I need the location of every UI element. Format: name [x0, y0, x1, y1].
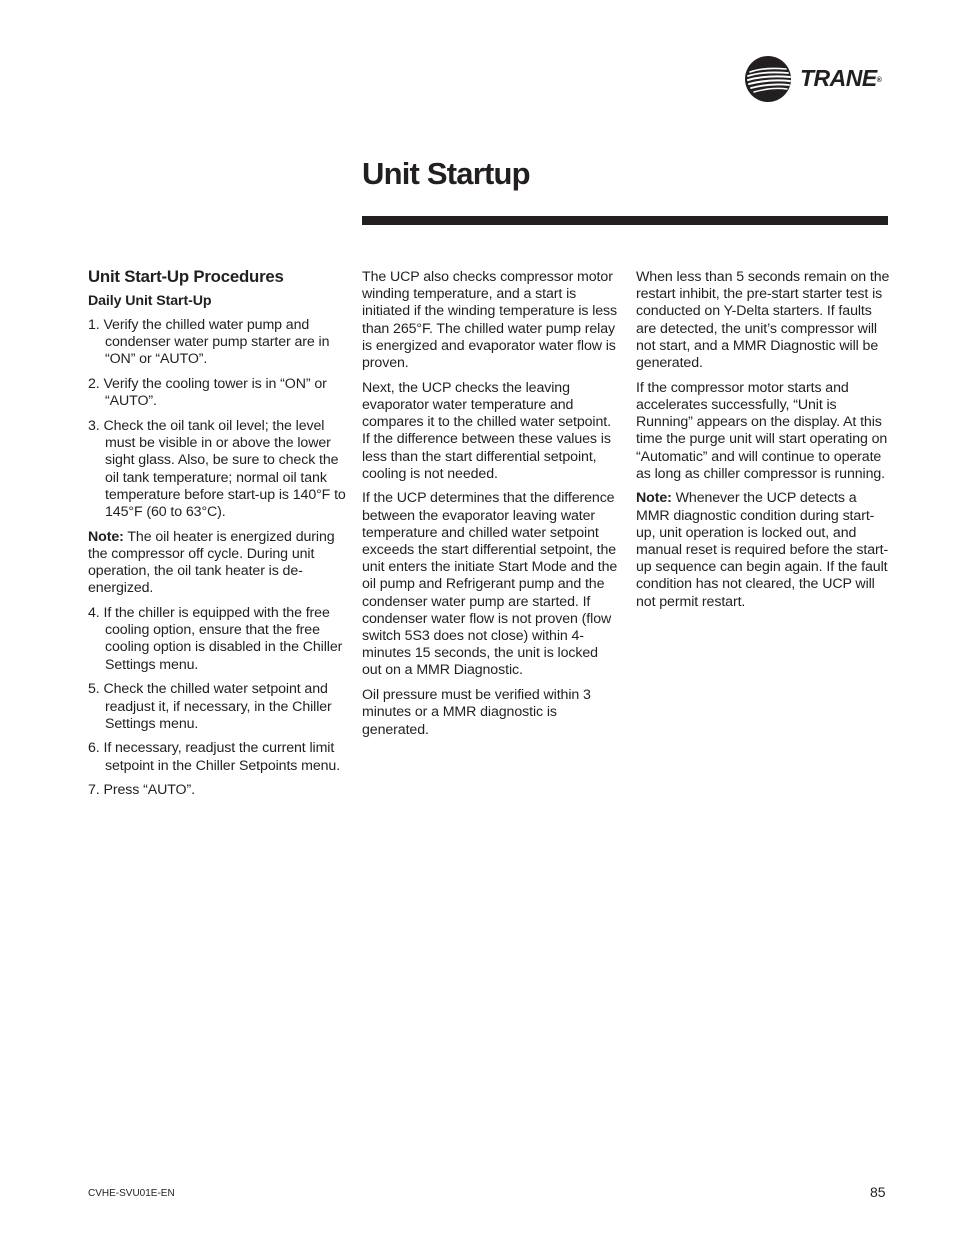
trane-globe-icon	[744, 55, 792, 103]
trane-wordmark: TRANE®	[800, 65, 882, 91]
paragraph: If the UCP determines that the difference between the evaporator leaving water temperature and chilled water setpoint exceeds the start differential setpoint, the unit enters the initiate Start Mode and the oil pump and Refrigerant pump and the condenser water pump are started. If condenser water flow is not proven (flow switch 5S3 does not close) within 4-minutes 15 seconds, the unit is locked out on a MMR Diagnostic.	[362, 490, 618, 679]
page-number: 85	[870, 1184, 886, 1200]
note-label: Note:	[88, 528, 124, 545]
note-text: Whenever the UCP detects a MMR diagnostic condition during start-up, unit operation is locked out, and manual reset is required before the start-up sequence can begin again. If the fault condition has not cleared, the UCP will not permit restart.	[636, 490, 889, 610]
startup-steps-list	[88, 317, 346, 521]
step-7: 7. Press “AUTO”.	[88, 782, 195, 799]
startup-steps-list-continued	[88, 605, 346, 800]
page-title: Unit Startup	[362, 156, 530, 191]
step-6: 6. If necessary, readjust the current limit setpoint in the Chiller Setpoints menu.	[88, 740, 341, 774]
trane-logo	[744, 55, 894, 103]
step-1: 1. Verify the chilled water pump and condenser water pump starter are in “ON” or “AUTO”.	[88, 317, 330, 368]
column-middle	[362, 267, 618, 746]
column-right	[636, 267, 890, 618]
paragraph: When less than 5 seconds remain on the restart inhibit, the pre-start starter test is conducted on Y-Delta starters. If faults are detected, the unit’s compressor will not start, and a MMR Diagnostic will be generated.	[636, 269, 890, 372]
step-4: 4. If the chiller is equipped with the free cooling option, ensure that the free cooling option is disabled in the Chiller Settings menu.	[88, 605, 343, 673]
sub-heading: Daily Unit Start-Up	[88, 293, 212, 309]
step-2: 2. Verify the cooling tower is in “ON” or “AUTO”.	[88, 376, 327, 410]
oil-heater-note	[88, 529, 346, 598]
paragraph: Next, the UCP checks the leaving evaporator water temperature and compares it to the chilled water setpoint. If the difference between these values is less than the start differential setpoint, cooling is not needed.	[362, 379, 611, 482]
step-3: 3. Check the oil tank oil level; the level must be visible in or above the lower sight glass. Also, be sure to check the oil tank temperature; normal oil tank temperature before start-up is 140°F to 145°F (60 to 63°C).	[88, 418, 346, 521]
note-label: Note:	[636, 490, 672, 507]
paragraph: Oil pressure must be verified within 3 minutes or a MMR diagnostic is generated.	[362, 687, 591, 738]
paragraph: The UCP also checks compressor motor winding temperature, and a start is initiated if the winding temperature is less than 265°F. The chilled water pump relay is energized and evaporator water flow is proven.	[362, 269, 618, 372]
section-heading: Unit Start-Up Procedures	[88, 267, 284, 286]
paragraph: If the compressor motor starts and accelerates successfully, “Unit is Running” appears on the display. At this time the purge unit will start operating on “Automatic” and will continue to operate as long as chiller compressor is running.	[636, 379, 888, 482]
note-text: The oil heater is energized during the compressor off cycle. During unit operation, the oil tank heater is de-energized.	[88, 528, 335, 597]
step-5: 5. Check the chilled water setpoint and readjust it, if necessary, in the Chiller Settings menu.	[88, 681, 332, 732]
column-left	[88, 267, 346, 807]
mmr-diagnostic-note	[636, 490, 890, 610]
footer-doc-number: CVHE-SVU01E-EN	[88, 1188, 175, 1199]
title-rule	[362, 216, 888, 225]
